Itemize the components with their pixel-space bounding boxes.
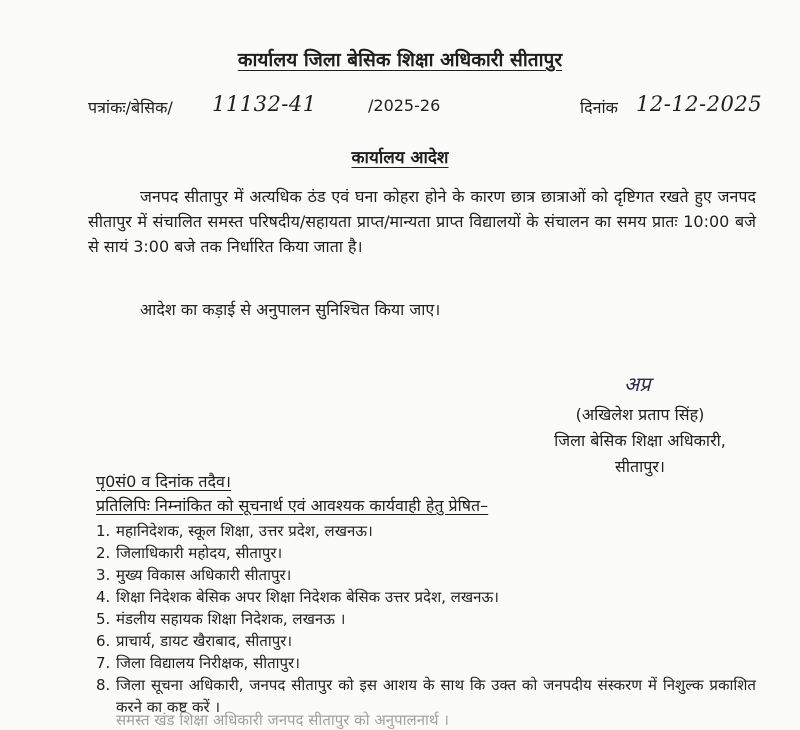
recipient-list (96, 520, 756, 718)
list-item: 8. जिला सूचना अधिकारी, जनपद सीतापुर को इस आशय के साथ कि उक्त को जनपदीय संस्करण में निशुल्क प्रकाशित करने का कष्ट करें । (96, 676, 756, 716)
reference-row (88, 92, 763, 118)
signature-mark: अप्र (624, 372, 651, 396)
signature-block (530, 402, 750, 480)
list-item: 7. जिला विद्यालय निरीक्षक, सीतापुर। (96, 654, 300, 672)
reference-session: /2025-26 (368, 96, 441, 115)
office-header-text: कार्यालय जिला बेसिक शिक्षा अधिकारी सीतापुर (237, 49, 563, 71)
list-item: 5. मंडलीय सहायक शिक्षा निदेशक, लखनऊ । (96, 610, 346, 628)
date-label: दिनांक (580, 98, 618, 117)
reference-prefix: पत्रांकः/बेसिक/ (88, 98, 173, 117)
order-body-paragraph: जनपद सीतापुर में अत्यधिक ठंड एवं घना कोहरा होने के कारण छात्र छात्राओं को दृष्टिगत रखते हुए जनपद सीतापुर में संचालित समस्त परिषदीय/सहायता प्राप्त/मान्यता प्राप्त विद्यालयों के संचालन का समय प्रातः 10:00 बजे से सायं 3:00 बजे तक निर्धारित किया जाता है। (88, 187, 756, 256)
compliance-paragraph: आदेश का कड़ाई से अनुपालन सुनिश्चित किया जाए। (140, 300, 441, 319)
list-item: 6. प्राचार्य, डायट खैराबाद, सीतापुर। (96, 632, 293, 650)
list-item: 4. शिक्षा निदेशक बेसिक अपर शिक्षा निदेशक बेसिक उत्तर प्रदेश, लखनऊ। (96, 588, 499, 606)
list-item: 2. जिलाधिकारी महोदय, सीतापुर। (96, 544, 283, 562)
order-title (0, 145, 800, 168)
signatory-name: (अखिलेश प्रताप सिंह) (575, 405, 705, 424)
order-title-text: कार्यालय आदेश (351, 148, 449, 168)
list-item: 1. महानिदेशक, स्कूल शिक्षा, उत्तर प्रदेश, लखनऊ। (96, 522, 373, 540)
signatory-place: सीतापुर। (615, 457, 665, 476)
copy-reference: पृ0सं0 व दिनांक तदैव। (96, 472, 231, 491)
reference-number: 11132-41 (212, 92, 317, 116)
list-item: 3. मुख्य विकास अधिकारी सीतापुर। (96, 566, 292, 584)
office-header (0, 46, 800, 72)
signatory-designation: जिला बेसिक शिक्षा अधिकारी, (554, 431, 726, 450)
copy-heading: प्रतिलिपिः निम्नांकित को सूचनार्थ एवं आवश्यक कार्यवाही हेतु प्रेषित– (96, 496, 489, 515)
date-value: 12-12-2025 (636, 92, 763, 116)
cut-off-line: समस्त खंड शिक्षा अधिकारी जनपद सीतापुर को अनुपालनार्थ । (116, 711, 449, 729)
